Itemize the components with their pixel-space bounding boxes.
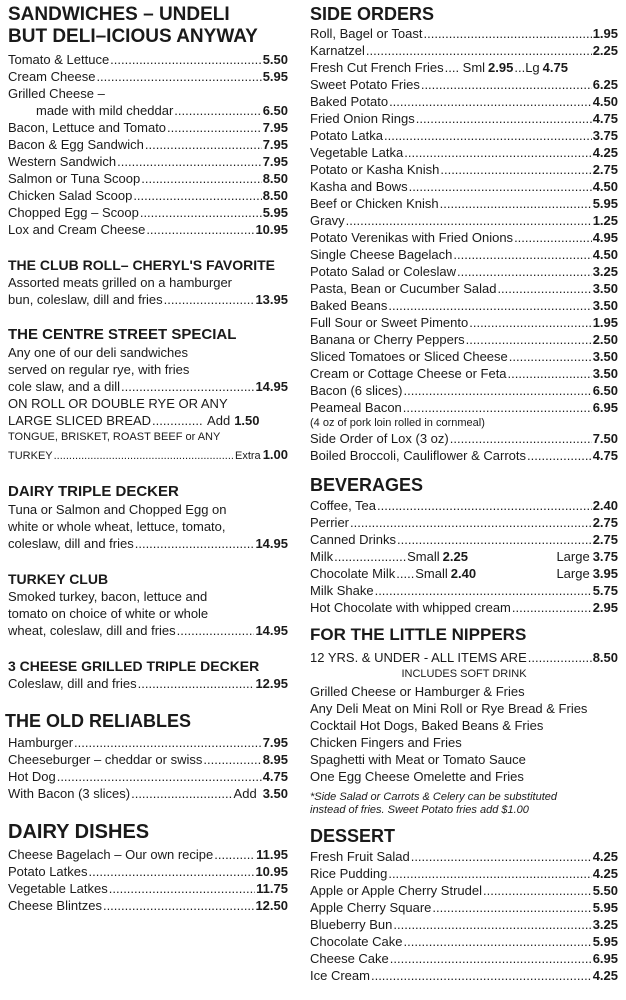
side-orders-title: SIDE ORDERS	[310, 4, 435, 24]
menu-item: made with mild cheddar ..... 6.50	[8, 102, 288, 119]
dairy-triple-title: DAIRY TRIPLE DECKER	[8, 483, 179, 500]
menu-item: Salmon or Tuna Scoop ..... 8.50	[8, 170, 288, 187]
menu-item: Bacon (6 slices) ..... 6.50	[310, 382, 618, 399]
menu-item: Milk ..... Small 2.25 Large 3.75	[310, 548, 618, 565]
old-reliables-section	[5, 710, 288, 802]
menu-item: Blueberry Bun ..... 3.25	[310, 916, 618, 933]
sandwiches-title-2: BUT DELI–ICIOUS ANYWAY	[8, 26, 258, 47]
menu-item: 12 YRS. & UNDER - ALL ITEMS ARE ..... 8.50	[310, 649, 618, 666]
menu-item: Single Cheese Bagelach ..... 4.50	[310, 246, 618, 263]
turkey-club-desc: tomato on choice of white or whole	[8, 606, 209, 621]
menu-item: Side Order of Lox (3 oz) ..... 7.50	[310, 430, 618, 447]
beverages-title: BEVERAGES	[310, 475, 424, 495]
dairy-triple-desc: white or whole wheat, lettuce, tomato,	[8, 519, 226, 534]
menu-item: Cream Cheese ..... 5.95	[8, 68, 288, 85]
menu-item: Cheese Cake ..... 6.95	[310, 950, 618, 967]
menu-item: Roll, Bagel or Toast ..... 1.95	[310, 25, 618, 42]
menu-item: Gravy ..... 1.25	[310, 212, 618, 229]
menu-item: Milk Shake ..... 5.75	[310, 582, 618, 599]
beverages-section	[310, 474, 618, 616]
menu-item: Apple Cherry Square ..... 5.95	[310, 899, 618, 916]
centre-street-desc: Any one of our deli sandwiches	[8, 345, 188, 360]
menu-item: Sliced Tomatoes or Sliced Cheese ..... 3.50	[310, 348, 618, 365]
menu-item: Potato Latka ..... 3.75	[310, 127, 618, 144]
menu-item: With Bacon (3 slices) ..... Add 3.50	[8, 785, 288, 802]
turkey-club-section	[8, 570, 288, 639]
menu-item: Apple or Apple Cherry Strudel ..... 5.50	[310, 882, 618, 899]
dairy-triple-desc: Tuna or Salmon and Chopped Egg on	[8, 502, 227, 517]
menu-left-column	[5, 0, 288, 914]
dairy-triple-section	[8, 483, 288, 552]
turkey-club-title: TURKEY CLUB	[8, 571, 109, 587]
centre-street-meats: TONGUE, BRISKET, ROAST BEEF or ANY	[8, 431, 221, 443]
menu-item: bun, coleslaw, dill and fries ..... 13.95	[8, 291, 288, 308]
substitution-note: *Side Salad or Carrots & Celery can be substituted	[310, 791, 558, 803]
substitution-note: instead of fries. Sweet Potato fries add $1.00	[310, 804, 529, 816]
dairy-dishes-title: DAIRY DISHES	[8, 821, 150, 843]
club-roll-section	[8, 256, 288, 308]
menu-item: Cheeseburger – cheddar or swiss ..... 8.95	[8, 751, 288, 768]
menu-item: Peameal Bacon ..... 6.95	[310, 399, 618, 416]
turkey-club-desc: Smoked turkey, bacon, lettuce and	[8, 589, 208, 604]
centre-street-desc: served on regular rye, with fries	[8, 362, 190, 377]
menu-item: Vegetable Latka ..... 4.25	[310, 144, 618, 161]
menu-item: Potato Verenikas with Fried Onions ..... 4.95	[310, 229, 618, 246]
club-roll-desc: Assorted meats grilled on a hamburger	[8, 275, 233, 290]
club-roll-title: THE CLUB ROLL– CHERYL'S FAVORITE	[8, 257, 276, 273]
menu-item: Sweet Potato Fries ..... 6.25	[310, 76, 618, 93]
list-item: Grilled Cheese or Hamburger & Fries	[310, 684, 525, 699]
menu-item: Western Sandwich ..... 7.95	[8, 153, 288, 170]
menu-item: Perrier ..... 2.75	[310, 514, 618, 531]
dessert-section	[310, 825, 618, 984]
dessert-title: DESSERT	[310, 826, 396, 846]
menu-item: cole slaw, and a dill ..... 14.95	[8, 378, 288, 395]
menu-item: Baked Beans ..... 3.50	[310, 297, 618, 314]
menu-item: Potato Salad or Coleslaw ..... 3.25	[310, 263, 618, 280]
menu-item: Cheese Blintzes ..... 12.50	[8, 897, 288, 914]
menu-item: Bacon & Egg Sandwich ..... 7.95	[8, 136, 288, 153]
menu-item: Canned Drinks ..... 2.75	[310, 531, 618, 548]
menu-item: Bacon, Lettuce and Tomato ..... 7.95	[8, 119, 288, 136]
menu-item: Hamburger ..... 7.95	[8, 734, 288, 751]
menu-item: Chocolate Cake ..... 5.95	[310, 933, 618, 950]
menu-item: Banana or Cherry Peppers ..... 2.50	[310, 331, 618, 348]
menu-item: Potato or Kasha Knish ..... 2.75	[310, 161, 618, 178]
menu-item: Hot Chocolate with whipped cream ..... 2.95	[310, 599, 618, 616]
menu-item: Rice Pudding ..... 4.25	[310, 865, 618, 882]
menu-item: Boiled Broccoli, Cauliflower & Carrots ..... 4.75	[310, 447, 618, 464]
menu-item: Coleslaw, dill and fries ..... 12.95	[8, 675, 288, 692]
menu-item: Coffee, Tea ..... 2.40	[310, 497, 618, 514]
menu-item: TURKEY ..... Extra 1.00	[8, 446, 288, 465]
menu-item: Fresh Cut French Fries ..... Sml 2.95 ... Lg 4.75	[310, 59, 618, 76]
cheese-triple-section	[8, 657, 288, 692]
menu-item: Cheese Bagelach – Our own recipe ..... 11.95	[8, 846, 288, 863]
centre-street-section	[8, 326, 288, 465]
menu-item: Karnatzel ..... 2.25	[310, 42, 618, 59]
menu-item: Potato Latkes ..... 10.95	[8, 863, 288, 880]
menu-item: Full Sour or Sweet Pimento ..... 1.95	[310, 314, 618, 331]
list-item: Any Deli Meat on Mini Roll or Rye Bread & Fries	[310, 701, 588, 716]
centre-street-title: THE CENTRE STREET SPECIAL	[8, 326, 237, 343]
grilled-cheese-label: Grilled Cheese –	[8, 86, 105, 101]
menu-item: Vegetable Latkes ..... 11.75	[8, 880, 288, 897]
includes-soft-drink: INCLUDES SOFT DRINK	[401, 668, 527, 680]
menu-item: wheat, coleslaw, dill and fries ..... 14.95	[8, 622, 288, 639]
nippers-title: FOR THE LITTLE NIPPERS	[310, 625, 527, 644]
side-orders-section	[310, 0, 618, 464]
menu-item: Baked Potato ..... 4.50	[310, 93, 618, 110]
menu-item: Hot Dog ..... 4.75	[8, 768, 288, 785]
centre-street-option: ON ROLL OR DOUBLE RYE OR ANY	[8, 396, 228, 411]
cheese-triple-title: 3 CHEESE GRILLED TRIPLE DECKER	[8, 658, 260, 674]
menu-item: Fried Onion Rings ..... 4.75	[310, 110, 618, 127]
menu-item: Lox and Cream Cheese ..... 10.95	[8, 221, 288, 238]
menu-item: coleslaw, dill and fries ..... 14.95	[8, 535, 288, 552]
menu-right-column	[310, 0, 618, 984]
nippers-section	[310, 624, 618, 817]
menu-item: Pasta, Bean or Cucumber Salad ..... 3.50	[310, 280, 618, 297]
list-item: One Egg Cheese Omelette and Fries	[310, 769, 524, 784]
menu-item: Ice Cream ..... 4.25	[310, 967, 618, 984]
menu-item: Cream or Cottage Cheese or Feta ..... 3.50	[310, 365, 618, 382]
list-item: Chicken Fingers and Fries	[310, 735, 462, 750]
old-reliables-title: THE OLD RELIABLES	[5, 711, 192, 731]
peameal-note: (4 oz of pork loin rolled in cornmeal)	[310, 417, 485, 429]
menu-item: Chocolate Milk ..... Small 2.40 Large 3.95	[310, 565, 618, 582]
menu-item: Kasha and Bows ..... 4.50	[310, 178, 618, 195]
dairy-dishes-section	[8, 820, 288, 914]
menu-item: Tomato & Lettuce ..... 5.50	[8, 51, 288, 68]
sandwiches-section	[8, 0, 288, 238]
menu-item: Beef or Chicken Knish ..... 5.95	[310, 195, 618, 212]
list-item: Cocktail Hot Dogs, Baked Beans & Fries	[310, 718, 544, 733]
sandwiches-title-1: SANDWICHES – UNDELI	[8, 4, 230, 25]
list-item: Spaghetti with Meat or Tomato Sauce	[310, 752, 526, 767]
menu-item: Chicken Salad Scoop ..... 8.50	[8, 187, 288, 204]
menu-item: Chopped Egg – Scoop ..... 5.95	[8, 204, 288, 221]
menu-item: LARGE SLICED BREAD ..... Add 1.50	[8, 412, 288, 429]
menu-item: Fresh Fruit Salad ..... 4.25	[310, 848, 618, 865]
